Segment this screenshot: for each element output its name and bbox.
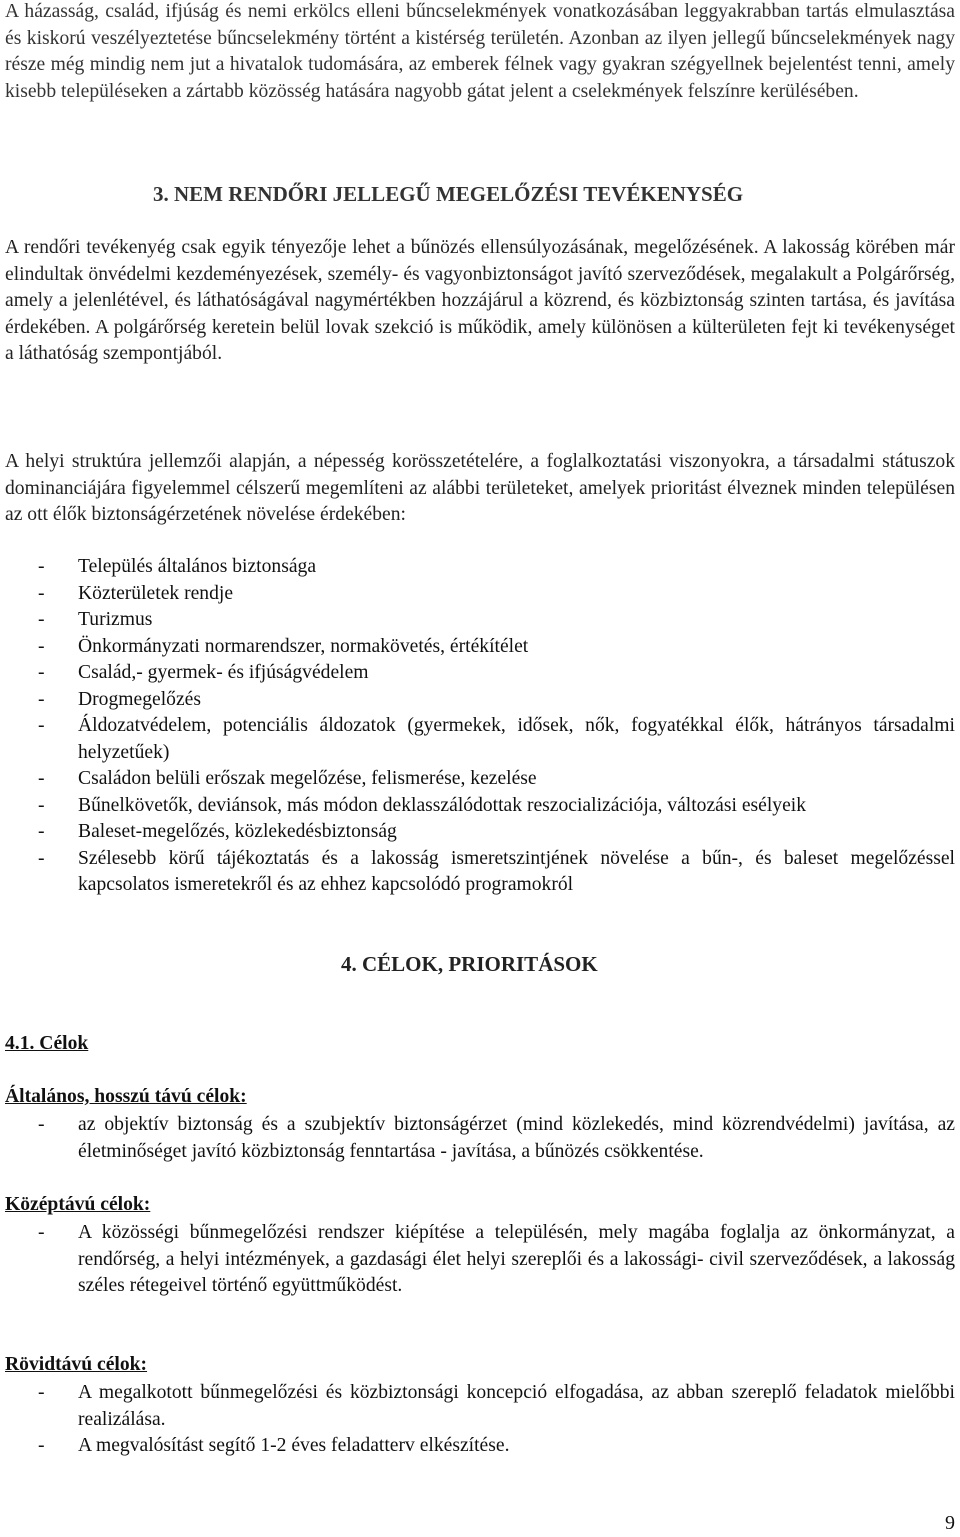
list-dash: - [38,715,45,736]
long-term-goals-list [5,1112,955,1165]
list-item-text: Baleset-megelőzés, közlekedésbiztonság [78,821,397,842]
subsection-4-1-heading: 4.1. Célok [5,1033,89,1054]
page-number: 9 [945,1512,955,1534]
priority-list-item [5,607,955,634]
list-dash: - [38,1222,45,1243]
list-dash: - [38,794,45,816]
list-dash: - [38,635,45,657]
priority-list-item [5,554,955,581]
list-item-text: Bűnelkövetők, deviánsok, más módon deklasszálódottak reszocializációja, változási esélyeik [78,794,807,816]
mid-term-goal-item [5,1220,955,1300]
list-item-text: Közterületek rendje [78,582,234,604]
list-item-text: az objektív biztonság és a szubjektív biztonságérzet (mind közlekedés, mind közrendvédelmi) javítása, az életminőséget javító közbiztonság fenntartása - javítása, a bűnözés csökkentése. [78,1114,955,1162]
list-dash: - [38,688,45,710]
list-dash: - [38,1114,45,1135]
priority-list-item [5,713,955,766]
list-item-text: A megvalósítást segítő 1-2 éves feladatterv elkészítése. [78,1435,510,1456]
short-term-goal-item [5,1380,955,1433]
list-dash: - [38,847,45,869]
section-3-heading: 3. NEM RENDŐRI JELLEGŰ MEGELŐZÉSI TEVÉKENYSÉG [153,182,744,206]
list-dash: - [38,821,45,842]
list-item-text: Áldozatvédelem, potenciális áldozatok (gyermekek, idősek, nők, fogyatékkal élők, hátrányos társadalmi helyzetűek) [78,715,955,763]
short-term-goals-title: Rövidtávú célok: [5,1354,148,1375]
list-item-text: A közösségi bűnmegelőzési rendszer kiépítése a településén, mely magába foglalja az önkormányzat, a rendőrség, a helyi intézmények, a gazdasági élet helyi szereplői és a lakossági- civil szerveződések, a lakosság széles rétegeivel történő együttműködést. [78,1222,955,1296]
mid-term-goals-list [5,1220,955,1300]
list-dash: - [38,662,45,683]
priority-list-item [5,793,955,820]
list-item-text: Szélesebb körű tájékoztatás és a lakosság ismeretszintjének növelése a bűn-, és baleset megelőzéssel kapcsolatos ismeretekről és az ehhez kapcsolódó programokról [78,847,955,895]
priority-list-item [5,581,955,608]
priority-list-item [5,766,955,793]
long-term-goal-item [5,1112,955,1165]
priority-list-item [5,660,955,687]
priority-list-item [5,819,955,846]
priority-list-item [5,634,955,661]
list-item-text: A megalkotott bűnmegelőzési és közbiztonsági koncepció elfogadása, az abban szereplő feladatok mielőbbi realizálása. [78,1382,955,1430]
list-dash: - [38,1435,45,1456]
section-3-paragraph-2: A helyi struktúra jellemzői alapján, a népesség korösszetételére, a foglalkoztatási viszonyokra, a társadalmi státuszok dominanciájára figyelemmel célszerű megemlíteni az alábbi területeket, amelyek prioritást élveznek minden településen az ott élők biztonságérzetének növelése érdekében: [5,451,955,525]
list-item-text: Drogmegelőzés [78,688,201,710]
list-item-text: Település általános biztonsága [78,556,317,577]
long-term-goals-title: Általános, hosszú távú célok: [5,1086,247,1107]
mid-term-goals-title: Középtávú célok: [5,1194,151,1215]
priority-list-item [5,846,955,899]
short-term-goals-list [5,1380,955,1460]
list-item-text: Turizmus [78,609,153,630]
list-dash: - [38,768,45,789]
list-item-text: Család,- gyermek- és ifjúságvédelem [78,662,369,683]
priority-list [5,554,955,899]
section-4-heading: 4. CÉLOK, PRIORITÁSOK [341,952,598,976]
intro-paragraph: A házasság, család, ifjúság és nemi erkölcs elleni bűncselekmények vonatkozásában leggyakrabban tartás elmulasztása és kiskorú veszélyeztetése bűncselekmény történt a kistérség területén. Azonban az ilyen jellegű bűncselekmények nagy része még mindig nem jut a hivatalok tudomására, az emberek félnek vagy gyakran szégyellnek bejelentést tenni, amely kisebb településeken a zártabb közösség hatására nagyobb gátat jelent a cselekmények felszínre kerülésében. [5,1,955,102]
list-item-text: Önkormányzati normarendszer, normakövetés, értékítélet [78,635,529,657]
section-3-paragraph-1: A rendőri tevékenyég csak egyik tényezője lehet a bűnözés ellensúlyozásának, megelőzésének. A lakosság körében már elindultak önvédelmi kezdeményezések, személy- és vagyonbiztonságot javító szerveződések, megalakult a Polgárőrség, amely a jelenlétével, és láthatóságával nagymértékben hozzájárul a közrend, és közbiztonság szinten tartása, és javítása érdekében. A polgárőrség keretein belül lovak szekció is működik, amely különösen a külterületen fejt ki tevékenységet a láthatóság szempontjából. [5,237,955,364]
list-dash: - [38,609,45,630]
list-dash: - [38,582,45,604]
list-dash: - [38,556,45,577]
short-term-goal-item [5,1433,955,1460]
priority-list-item [5,687,955,714]
list-dash: - [38,1382,45,1403]
list-item-text: Családon belüli erőszak megelőzése, felismerése, kezelése [78,768,537,789]
